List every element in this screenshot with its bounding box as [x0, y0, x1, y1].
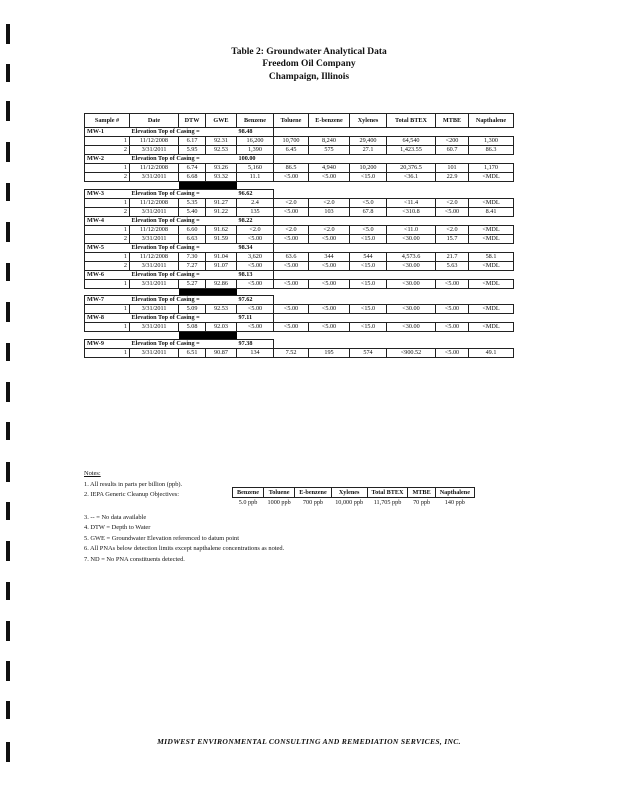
table-cell: 11/12/2008 [130, 198, 179, 207]
table-cell: <MDL [469, 234, 514, 243]
table-cell: <30.00 [387, 279, 436, 288]
table-cell: 3/31/2011 [130, 348, 179, 357]
binder-mark [6, 661, 10, 681]
table-row [85, 173, 514, 182]
table-cell: 91.07 [206, 261, 237, 270]
redaction-bar [206, 182, 237, 190]
table-cell: 6.68 [179, 173, 206, 182]
note-3: 3. -- = No data available [84, 513, 147, 521]
table-cell: <MDL [469, 198, 514, 207]
table-cell: <5.00 [309, 305, 350, 314]
column-header: Xylenes [350, 114, 387, 128]
elevation-label: Elevation Top of Casing = [130, 296, 237, 305]
table-cell: 4,573.6 [387, 252, 436, 261]
table-header-row [85, 114, 514, 128]
table-cell: 92.53 [206, 146, 237, 155]
table-cell: 86.5 [274, 164, 309, 173]
redaction-bar [206, 332, 237, 340]
elevation-value: 97.38 [237, 339, 274, 348]
redaction-bar [179, 288, 206, 296]
table-cell: 29,400 [350, 137, 387, 146]
elevation-label: Elevation Top of Casing = [130, 339, 237, 348]
table-cell: <MDL [469, 225, 514, 234]
elevation-value: 100.00 [237, 155, 274, 164]
elevation-value: 98.13 [237, 270, 274, 279]
table-cell: <2.0 [309, 198, 350, 207]
table-cell: <15.0 [350, 261, 387, 270]
table-cell: <30.00 [387, 323, 436, 332]
table-cell: 11/12/2008 [130, 137, 179, 146]
table-row [85, 207, 514, 216]
table-cell: 1,390 [237, 146, 274, 155]
company-name: Freedom Oil Company [262, 59, 356, 69]
table-cell: 91.62 [206, 225, 237, 234]
table-cell: 92.03 [206, 323, 237, 332]
cleanup-value: 5.0 ppb [238, 499, 258, 506]
location: Champaign, Illinois [268, 72, 350, 82]
well-header-row [85, 339, 514, 348]
table-cell: <900.52 [387, 348, 436, 357]
cleanup-header-row [233, 488, 475, 498]
table-row [85, 146, 514, 155]
column-header: Napthalene [469, 114, 514, 128]
table-cell: 1 [85, 137, 130, 146]
cleanup-value: 700 ppb [302, 499, 323, 506]
table-cell: 60.7 [436, 146, 469, 155]
table-cell: 7.52 [274, 348, 309, 357]
binder-mark [6, 462, 10, 482]
cleanup-header: E-benzene [295, 488, 332, 498]
table-cell: 1 [85, 225, 130, 234]
table-cell: 6.60 [179, 225, 206, 234]
table-cell: 1,170 [469, 164, 514, 173]
cleanup-header: Total BTEX [367, 488, 408, 498]
table-cell: 7.30 [179, 252, 206, 261]
table-cell: <11.4 [387, 198, 436, 207]
well-id: MW-6 [85, 270, 130, 279]
table-cell: 1 [85, 279, 130, 288]
table-cell: 3/31/2011 [130, 234, 179, 243]
table-cell: 16,200 [237, 137, 274, 146]
elevation-label: Elevation Top of Casing = [130, 155, 237, 164]
table-cell: <5.00 [237, 323, 274, 332]
well-id: MW-4 [85, 216, 130, 225]
binder-mark [6, 701, 10, 719]
table-cell: 5.40 [179, 207, 206, 216]
table-cell: <310.8 [387, 207, 436, 216]
table-row [85, 348, 514, 357]
table-cell: 21.7 [436, 252, 469, 261]
table-cell: 3/31/2011 [130, 305, 179, 314]
page-title: Table 2: Groundwater Analytical Data [231, 47, 387, 57]
table-cell: 11.1 [237, 173, 274, 182]
table-cell: 574 [350, 348, 387, 357]
table-row [85, 137, 514, 146]
table-cell: 3/31/2011 [130, 173, 179, 182]
table-cell: <2.0 [237, 225, 274, 234]
elevation-label: Elevation Top of Casing = [130, 314, 237, 323]
table-cell: 1 [85, 305, 130, 314]
table-cell: 5.08 [179, 323, 206, 332]
cleanup-value: 10,000 ppb [335, 499, 364, 506]
table-cell: 91.59 [206, 234, 237, 243]
table-cell: 6.17 [179, 137, 206, 146]
elevation-label: Elevation Top of Casing = [130, 243, 237, 252]
table-cell: <15.0 [350, 279, 387, 288]
table-cell: 6.63 [179, 234, 206, 243]
table-cell: 91.27 [206, 198, 237, 207]
column-header: MTBE [436, 114, 469, 128]
table-cell: 3/31/2011 [130, 207, 179, 216]
elevation-value: 97.11 [237, 314, 274, 323]
cleanup-value: 70 ppb [413, 499, 431, 506]
table-cell: <2.0 [274, 225, 309, 234]
column-header: Total BTEX [387, 114, 436, 128]
table-cell: 8.41 [469, 207, 514, 216]
note-2: 2. IEPA Generic Cleanup Objectives: [84, 491, 180, 498]
column-header: GWE [206, 114, 237, 128]
table-row [85, 261, 514, 270]
table-row [85, 323, 514, 332]
table-row [85, 164, 514, 173]
table-cell: 3/31/2011 [130, 146, 179, 155]
table-cell: <30.00 [387, 305, 436, 314]
note-6: 6. All PNAs below detection limits except napthalene concentrations as noted. [84, 545, 285, 552]
table-cell: 575 [309, 146, 350, 155]
well-header-row [85, 155, 514, 164]
well-id: MW-2 [85, 155, 130, 164]
table-cell: 5.35 [179, 198, 206, 207]
table-cell: 195 [309, 348, 350, 357]
well-header-row [85, 216, 514, 225]
table-cell: 1 [85, 252, 130, 261]
table-cell: <5.0 [350, 198, 387, 207]
notes-title: Notes: [84, 470, 101, 477]
elevation-value: 98.34 [237, 243, 274, 252]
table-row [85, 305, 514, 314]
binder-mark [6, 382, 10, 402]
well-id: MW-5 [85, 243, 130, 252]
elevation-value: 96.62 [237, 189, 274, 198]
table-cell: 3,620 [237, 252, 274, 261]
table-cell: 91.22 [206, 207, 237, 216]
table-cell: 5.09 [179, 305, 206, 314]
column-header: Sample # [85, 114, 130, 128]
table-cell: 1 [85, 164, 130, 173]
table-row [85, 198, 514, 207]
table-cell: <5.00 [436, 348, 469, 357]
table-cell: <5.00 [309, 173, 350, 182]
binder-mark [6, 24, 10, 44]
table-cell: <5.00 [274, 234, 309, 243]
table-cell: 135 [237, 207, 274, 216]
column-header: E-benzene [309, 114, 350, 128]
cleanup-value-row [233, 498, 475, 508]
redaction-bar [206, 288, 237, 296]
binder-mark [6, 621, 10, 641]
binder-mark [6, 343, 10, 361]
table-cell: <15.0 [350, 305, 387, 314]
table-cell: 1,423.55 [387, 146, 436, 155]
table-cell: 92.86 [206, 279, 237, 288]
table-cell: <5.00 [436, 323, 469, 332]
binder-mark [6, 263, 10, 281]
well-id: MW-9 [85, 339, 130, 348]
table-cell: <11.0 [387, 225, 436, 234]
table-cell: 20,376.5 [387, 164, 436, 173]
binder-mark [6, 422, 10, 440]
well-header-row [85, 296, 514, 305]
note-7: 7. ND = No PNA constituents detected. [84, 555, 185, 563]
table-cell: 2 [85, 146, 130, 155]
binder-mark [6, 183, 10, 201]
table-cell: <15.0 [350, 173, 387, 182]
table-cell: 1 [85, 348, 130, 357]
table-cell: 64,540 [387, 137, 436, 146]
table-cell: 11/12/2008 [130, 225, 179, 234]
table-cell: 2 [85, 207, 130, 216]
table-cell: <2.0 [436, 225, 469, 234]
table-cell: <5.00 [436, 207, 469, 216]
elevation-label: Elevation Top of Casing = [130, 270, 237, 279]
table-cell: 3/31/2011 [130, 323, 179, 332]
redaction-row [85, 332, 514, 340]
table-cell: 5,160 [237, 164, 274, 173]
table-cell: 22.9 [436, 173, 469, 182]
binder-mark [6, 142, 10, 162]
table-cell: 92.31 [206, 137, 237, 146]
cleanup-value: 140 ppb [444, 499, 465, 506]
table-cell: 49.1 [469, 348, 514, 357]
table-row [85, 225, 514, 234]
well-header-row [85, 189, 514, 198]
redaction-row [85, 288, 514, 296]
table-cell: <5.00 [309, 234, 350, 243]
table-cell: 93.26 [206, 164, 237, 173]
table-cell: 10,200 [350, 164, 387, 173]
binder-mark [6, 502, 10, 520]
table-cell: 92.53 [206, 305, 237, 314]
cleanup-header: Napthalene [435, 488, 474, 498]
table-cell: <MDL [469, 173, 514, 182]
table-cell: 6.51 [179, 348, 206, 357]
table-cell: 1,300 [469, 137, 514, 146]
table-cell: <5.00 [309, 261, 350, 270]
well-header-row [85, 243, 514, 252]
table-cell: 27.1 [350, 146, 387, 155]
elevation-label: Elevation Top of Casing = [130, 216, 237, 225]
table-cell: <2.0 [309, 225, 350, 234]
table-cell: 544 [350, 252, 387, 261]
column-header: Benzene [237, 114, 274, 128]
well-id: MW-3 [85, 189, 130, 198]
table-cell: <5.00 [237, 279, 274, 288]
table-cell: <MDL [469, 279, 514, 288]
table-cell: 10,700 [274, 137, 309, 146]
elevation-value: 97.62 [237, 296, 274, 305]
binder-mark [6, 302, 10, 322]
table-cell: 6.45 [274, 146, 309, 155]
elevation-label: Elevation Top of Casing = [130, 128, 237, 137]
groundwater-table [84, 113, 514, 358]
table-cell: 2 [85, 234, 130, 243]
table-row [85, 234, 514, 243]
table-cell: <5.00 [274, 323, 309, 332]
table-cell: <5.00 [309, 323, 350, 332]
table-cell: 2 [85, 173, 130, 182]
table-cell: <5.00 [309, 279, 350, 288]
table-cell: <5.00 [237, 305, 274, 314]
note-4: 4. DTW = Depth to Water [84, 524, 151, 531]
table-cell: 93.32 [206, 173, 237, 182]
binder-mark [6, 222, 10, 242]
table-cell: 90.87 [206, 348, 237, 357]
table-cell: <2.0 [274, 198, 309, 207]
well-id: MW-7 [85, 296, 130, 305]
table-cell: 5.95 [179, 146, 206, 155]
elevation-value: 98.22 [237, 216, 274, 225]
note-1: 1. All results in parts per billion (ppb). [84, 480, 183, 488]
table-cell: 5.27 [179, 279, 206, 288]
table-cell: <30.00 [387, 261, 436, 270]
table-cell: <5.00 [436, 279, 469, 288]
column-header: Toluene [274, 114, 309, 128]
table-cell: 134 [237, 348, 274, 357]
cleanup-value: 1000 ppb [267, 499, 291, 506]
cleanup-objectives-table [232, 487, 475, 507]
table-cell: 344 [309, 252, 350, 261]
well-id: MW-8 [85, 314, 130, 323]
cleanup-header: Benzene [233, 488, 264, 498]
table-cell: <MDL [469, 261, 514, 270]
redaction-bar [179, 332, 206, 340]
table-cell: 86.3 [469, 146, 514, 155]
table-cell: 6.74 [179, 164, 206, 173]
table-cell: 63.6 [274, 252, 309, 261]
table-cell: 11/12/2008 [130, 164, 179, 173]
table-cell: <36.1 [387, 173, 436, 182]
elevation-label: Elevation Top of Casing = [130, 189, 237, 198]
table-cell: 101 [436, 164, 469, 173]
well-id: MW-1 [85, 128, 130, 137]
cleanup-header: Toluene [264, 488, 295, 498]
table-row [85, 252, 514, 261]
redaction-row [85, 182, 514, 190]
table-cell: <5.00 [436, 305, 469, 314]
table-cell: 58.1 [469, 252, 514, 261]
table-cell: 2 [85, 261, 130, 270]
table-cell: <5.00 [237, 261, 274, 270]
well-header-row [85, 314, 514, 323]
elevation-value: 98.48 [237, 128, 274, 137]
table-cell: <200 [436, 137, 469, 146]
table-cell: <5.00 [274, 279, 309, 288]
table-cell: 91.04 [206, 252, 237, 261]
table-cell: <15.0 [350, 323, 387, 332]
table-cell: <15.0 [350, 234, 387, 243]
table-cell: <30.00 [387, 234, 436, 243]
table-cell: 8,240 [309, 137, 350, 146]
table-cell: 11/12/2008 [130, 252, 179, 261]
table-cell: <5.00 [274, 173, 309, 182]
table-cell: 67.8 [350, 207, 387, 216]
table-cell: 1 [85, 198, 130, 207]
cleanup-header: Xylenes [331, 488, 367, 498]
cleanup-value: 11,705 ppb [373, 499, 402, 506]
redaction-bar [179, 182, 206, 190]
table-cell: 1 [85, 323, 130, 332]
table-cell: 7.27 [179, 261, 206, 270]
table-cell: <2.0 [436, 198, 469, 207]
table-cell: <MDL [469, 323, 514, 332]
notes-section [84, 469, 284, 565]
binder-mark [6, 541, 10, 561]
table-cell: <5.00 [274, 261, 309, 270]
column-header: Date [130, 114, 179, 128]
table-cell: <5.0 [350, 225, 387, 234]
table-cell: <5.00 [274, 207, 309, 216]
column-header: DTW [179, 114, 206, 128]
well-header-row [85, 128, 514, 137]
footer-company: MIDWEST ENVIRONMENTAL CONSULTING AND REMEDIATION SERVICES, INC. [157, 737, 461, 746]
table-cell: <MDL [469, 305, 514, 314]
binder-mark [6, 582, 10, 600]
cleanup-header: MTBE [408, 488, 435, 498]
table-cell: 15.7 [436, 234, 469, 243]
table-cell: 3/31/2011 [130, 279, 179, 288]
well-header-row [85, 270, 514, 279]
table-cell: 103 [309, 207, 350, 216]
table-cell: <5.00 [274, 305, 309, 314]
table-cell: 3/31/2011 [130, 261, 179, 270]
table-cell: 4,940 [309, 164, 350, 173]
table-cell: 2.4 [237, 198, 274, 207]
table-cell: <5.00 [237, 234, 274, 243]
table-cell: 5.63 [436, 261, 469, 270]
binder-mark [6, 101, 10, 121]
table-row [85, 279, 514, 288]
note-5: 5. GWE = Groundwater Elevation referenced to datum point [84, 534, 239, 542]
